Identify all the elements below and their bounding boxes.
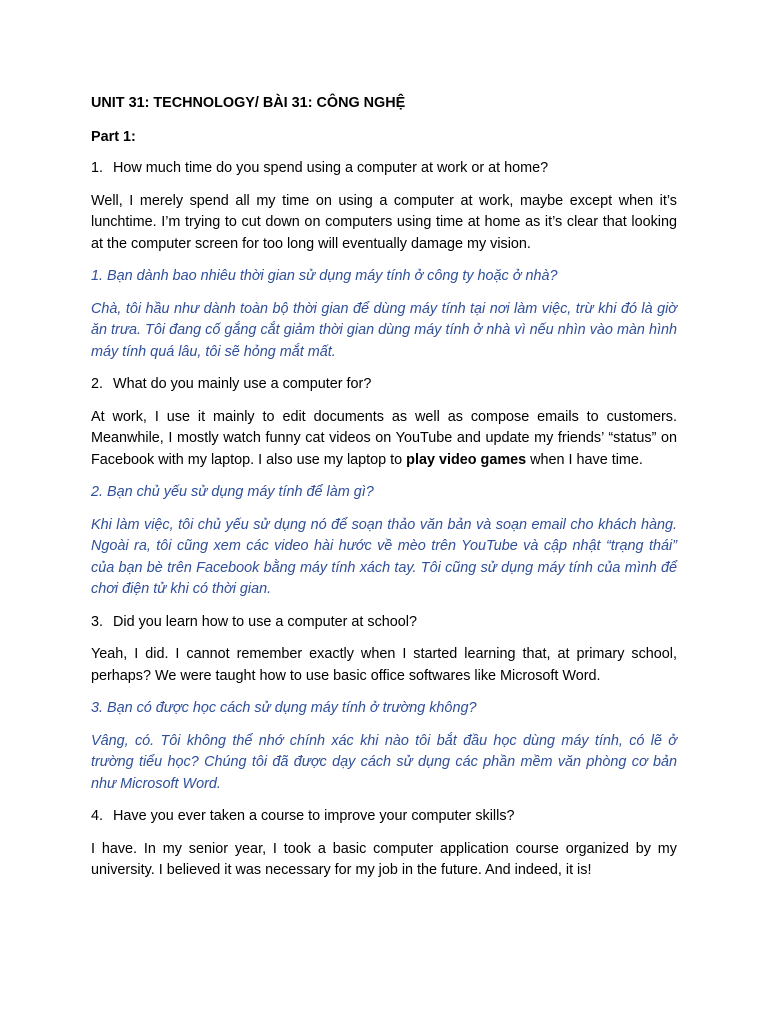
vi-question-2: 2. Bạn chủ yếu sử dụng máy tính để làm gì?: [91, 484, 374, 500]
answer-1: Well, I merely spend all my time on using a computer at work, maybe except when it’s lunchtime. I’m trying to cut down on computers using time at home as it’s clear that looking at the computer screen for too long will eventually damage my vision.: [91, 192, 677, 252]
question-text: Have you ever taken a course to improve your computer skills?: [113, 808, 515, 824]
answer-4: I have. In my senior year, I took a basic computer application course organized by my university. I believed it was necessary for my job in the future. And indeed, it is!: [91, 840, 677, 878]
document-page: [91, 93, 677, 893]
vi-answer-2: Khi làm việc, tôi chủ yếu sử dụng nó để soạn thảo văn bản và soạn email cho khách hàng. Ngoài ra, tôi cũng xem các video hài hước về mèo trên YouTube và cập nhật “trạng thái” của bạn bè trên Facebook bằng máy tính xách tay. Tôi cũng sử dụng máy tính của mình để chơi điện tử khi có thời gian.: [91, 516, 677, 597]
part-heading: Part 1:: [91, 128, 136, 145]
answer-2: [91, 407, 677, 472]
vi-question-1: 1. Bạn dành bao nhiêu thời gian sử dụng máy tính ở công ty hoặc ở nhà?: [91, 268, 558, 284]
vi-question-3: 3. Bạn có được học cách sử dụng máy tính ở trường không?: [91, 700, 477, 716]
question-text: What do you mainly use a computer for?: [113, 376, 372, 392]
answer-bold-phrase: play video games: [406, 451, 527, 468]
question-number: 2.: [91, 376, 104, 392]
answer-text-end: when I have time.: [526, 451, 643, 468]
question-4: [91, 806, 677, 828]
page-title: UNIT 31: TECHNOLOGY/ BÀI 31: CÔNG NGHỆ: [91, 95, 406, 111]
answer-text: At work, I use it mainly to edit documents as well as compose emails to customers. Meanwhile, I mostly watch funny cat videos on YouTube and update my friends’ “status” on Facebook with my laptop. I also use my laptop to: [91, 408, 677, 468]
question-1: [91, 158, 677, 180]
question-number: 4.: [91, 808, 104, 824]
answer-3: Yeah, I did. I cannot remember exactly when I started learning that, at primary school, perhaps? We were taught how to use basic office softwares like Microsoft Word.: [91, 646, 677, 684]
question-number: 3.: [91, 613, 104, 630]
question-3: [91, 612, 677, 634]
vi-answer-1: Chà, tôi hầu như dành toàn bộ thời gian để dùng máy tính tại nơi làm việc, trừ khi đó là giờ ăn trưa. Tôi đang cố gắng cắt giảm thời gian dùng máy tính ở nhà vì nếu nhìn vào màn hình máy tính quá lâu, tôi sẽ hỏng mắt mất.: [91, 300, 677, 360]
question-number: 1.: [91, 160, 104, 176]
question-text: Did you learn how to use a computer at school?: [113, 613, 417, 630]
question-text: How much time do you spend using a computer at work or at home?: [113, 160, 549, 176]
vi-answer-3: Vâng, có. Tôi không thể nhớ chính xác khi nào tôi bắt đầu học dùng máy tính, có lẽ ở trường tiểu học? Chúng tôi đã được dạy cách sử dụng các phần mềm văn phòng cơ bản như Microsoft Word.: [91, 732, 677, 792]
question-2: [91, 374, 677, 396]
